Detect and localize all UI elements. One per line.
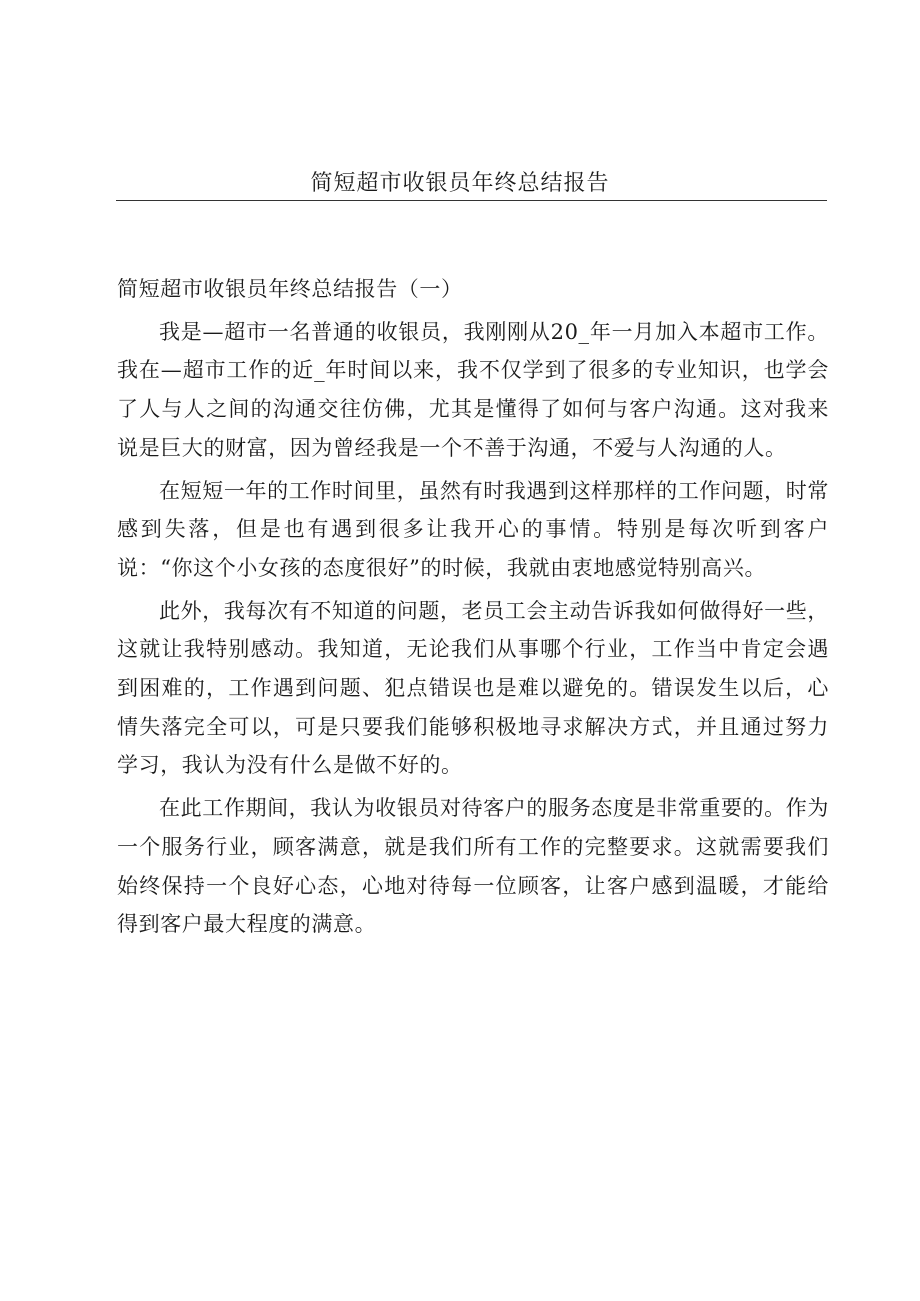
title-underline [116, 200, 827, 201]
paragraph-4: 在此工作期间，我认为收银员对待客户的服务态度是非常重要的。作为一个服务行业，顾客满意，就是我们所有工作的完整要求。这就需要我们始终保持一个良好心态，心地对待每一位顾客，让客户感到温暖，才能给得到客户最大程度的满意。 [117, 796, 829, 937]
document-title: 简短超市收银员年终总结报告 [310, 171, 610, 196]
paragraph-1: 我是—超市一名普通的收银员，我刚刚从20_年一月加入本超市工作。我在—超市工作的近_年时间以来，我不仅学到了很多的专业知识，也学会了人与人之间的沟通交往仿佛，尤其是懂得了如何与客户沟通。这对我来说是巨大的财富，因为曾经我是一个不善于沟通，不爱与人沟通的人。 [117, 319, 829, 460]
paragraph-3: 此外，我每次有不知道的问题，老员工会主动告诉我如何做得好一些，这就让我特别感动。我知道，无论我们从事哪个行业，工作当中肯定会遇到困难的，工作遇到问题、犯点错误也是难以避免的。错误发生以后，心情失落完全可以，可是只要我们能够积极地寻求解决方式，并且通过努力学习，我认为没有什么是做不好的。 [117, 598, 829, 778]
paragraph-2: 在短短一年的工作时间里，虽然有时我遇到这样那样的工作问题，时常感到失落，但是也有遇到很多让我开心的事情。特别是每次听到客户说：“你这个小女孩的态度很好”的时候，我就由衷地感觉特别高兴。 [117, 478, 829, 580]
section-heading: 简短超市收银员年终总结报告（一） [117, 277, 463, 301]
document-body [117, 270, 829, 948]
